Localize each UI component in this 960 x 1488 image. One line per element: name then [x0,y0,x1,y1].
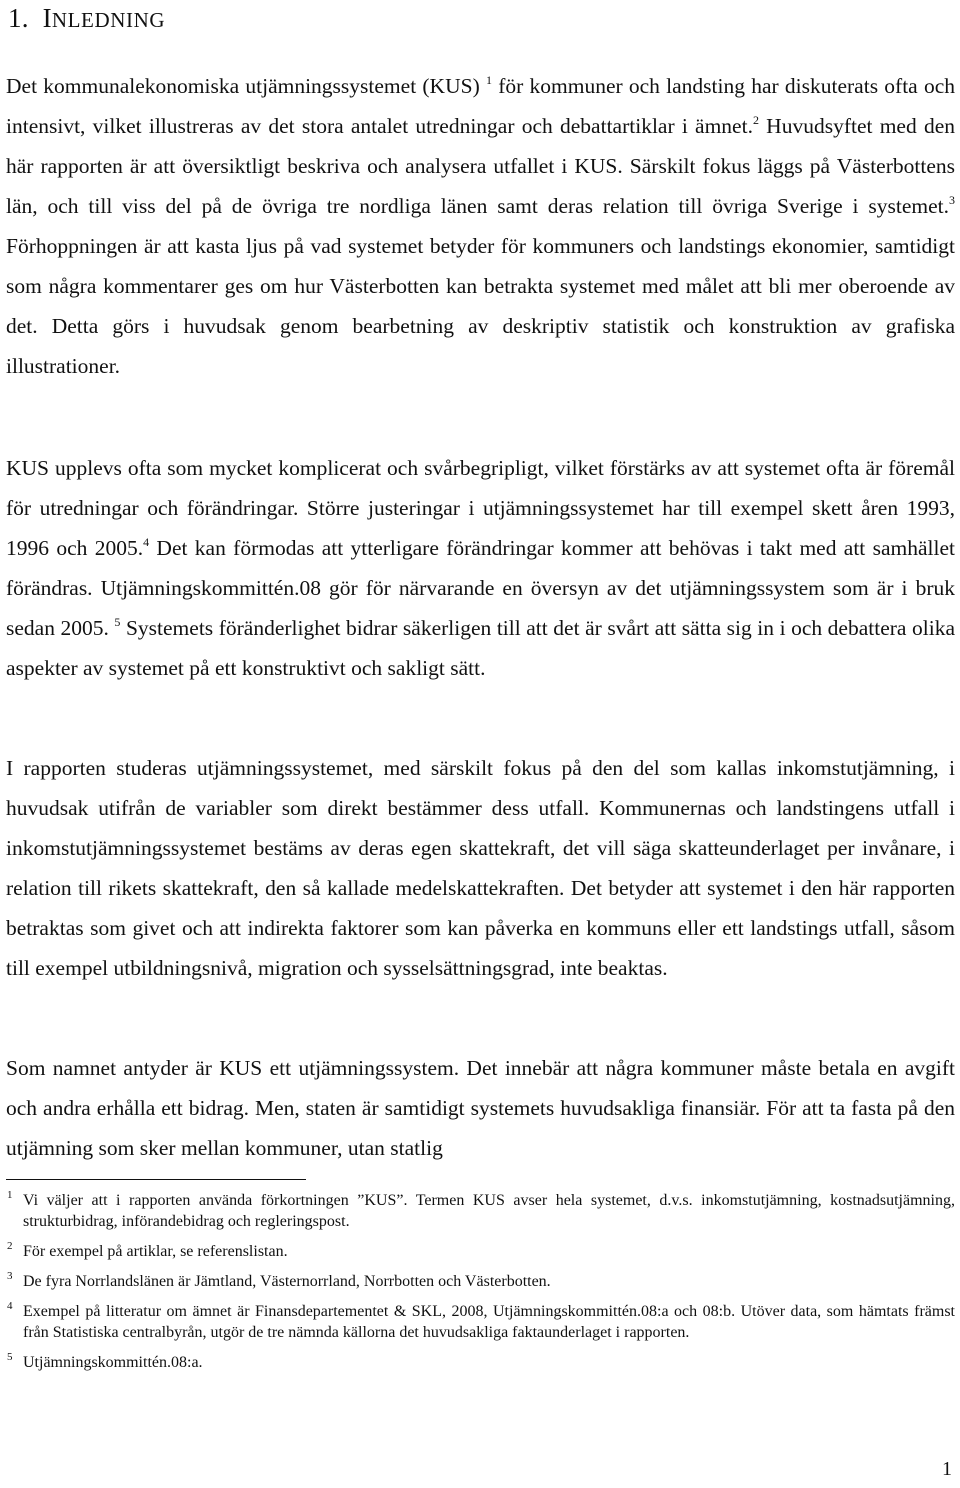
footnote-5 [6,1352,955,1373]
heading-rest: NLEDNING [51,8,166,32]
footnote-mark: 4 [7,1300,13,1312]
footnote-text: Exempel på litteratur om ämnet är Finansdepartementet & SKL, 2008, Utjämningskommittén.08:a och 08:b. Utöver data, som hämtats främst från Statistiska centralbyrån, utgör de tre nämnda källorna det huvudsakliga faktaunderlaget i rapporten. [23,1303,955,1341]
footnote-mark: 2 [7,1240,13,1252]
paragraph-text: Det kan förmodas att ytterligare förändringar kommer att behövas i takt med att samhället förändras. Utjämningskommittén.08 gör för närvarande en översyn av det utjämningssystem som är i bruk sedan 2005. [6,536,956,640]
paragraph-text: I rapporten studeras utjämningssystemet, med särskilt fokus på den del som kallas inkomstutjämning, i huvudsak utifrån de variabler som direkt bestämmer dess utfall. Kommunernas och landstingens utfall i inkomstutjämningssystemet bestäms av deras egen skattekraft, det vill säga skatteunderlaget per invånare, i relation till rikets skattekraft, den så kallade medelskattekraften. Det betyder att systemet i den här rapporten betraktas som givet och att indirekta faktorer som kan påverka en kommuns eller ett landstings utfall, såsom till exempel utbildningsnivå, migration och sysselsättningsgrad, inte beaktas. [6,756,955,980]
footnote-1 [6,1190,955,1232]
paragraph-text: Som namnet antyder är KUS ett utjämningssystem. Det innebär att några kommuner måste betala en avgift och andra erhålla ett bidrag. Men, staten är samtidigt systemets huvudsakliga finansiär. För att ta fasta på den utjämning som sker mellan kommuner, utan statlig [6,1056,955,1160]
footnote-separator [6,1179,306,1180]
paragraph-text: Huvudsyftet med den här rapporten är att översiktligt beskriva och analysera utfallet i KUS. Särskilt fokus läggs på Västerbottens län, och till viss del på de övriga tre nordliga länen samt deras relation till övriga Sverige i systemet. [6,114,955,218]
footnote-mark: 5 [7,1351,13,1363]
paragraph-text: Systemets föränderlighet bidrar säkerligen till att det är svårt att sätta sig in i och debattera olika aspekter av systemet på ett konstruktivt och sakligt sätt. [6,616,955,680]
footnote-reference: 5 [114,615,121,629]
footnote-text: Utjämningskommittén.08:a. [23,1354,203,1371]
paragraph-1 [6,66,955,386]
footnote-text: De fyra Norrlandslänen är Jämtland, Västernorrland, Norrbotten och Västerbotten. [23,1273,551,1290]
footnote-2 [6,1241,955,1262]
footnotes [6,1190,955,1382]
paragraph-text: för kommuner och landsting har diskuterats ofta och intensivt, vilket illustreras av det stora antalet utredningar och debattartiklar i ämnet. [6,74,955,138]
paragraph-text: Det kommunalekonomiska utjämningssystemet (KUS) [6,74,486,98]
footnote-3 [6,1271,955,1292]
footnote-reference: 3 [949,193,955,207]
footnote-text: Vi väljer att i rapporten använda förkortningen ”KUS”. Termen KUS avser hela systemet, d.v.s. inkomstutjämning, kostnadsutjämning, strukturbidrag, införandebidrag och regleringspost. [23,1192,955,1230]
page-number: 1 [942,1458,952,1480]
section-number: 1. [8,3,29,33]
section-heading [8,2,165,36]
paragraph-text: KUS upplevs ofta som mycket komplicerat och svårbegripligt, vilket förstärks av att systemet ofta är föremål för utredningar och förändringar. Större justeringar i utjämningssystemet har till exempel skett åren 1993, 1996 och 2005. [6,456,955,560]
footnote-text: För exempel på artiklar, se referenslistan. [23,1243,288,1260]
footnote-4 [6,1301,955,1343]
paragraph-text: Förhoppningen är att kasta ljus på vad systemet betyder för kommuners och landstings ekonomier, samtidigt som några kommentarer ges om hur Västerbotten kan betrakta systemet med målet att bli mer oberoende av det. Detta görs i huvudsak genom bearbetning av deskriptiv statistik och konstruktion av grafiska illustrationer. [6,234,955,378]
footnote-reference: 4 [143,535,150,549]
paragraph-2 [6,448,955,688]
footnote-reference: 2 [752,113,759,127]
heading-initial: I [42,3,52,33]
footnote-mark: 3 [7,1270,13,1282]
paragraph-4 [6,1048,955,1168]
footnote-reference: 1 [485,73,492,87]
paragraph-3 [6,748,955,988]
footnote-mark: 1 [7,1189,13,1201]
